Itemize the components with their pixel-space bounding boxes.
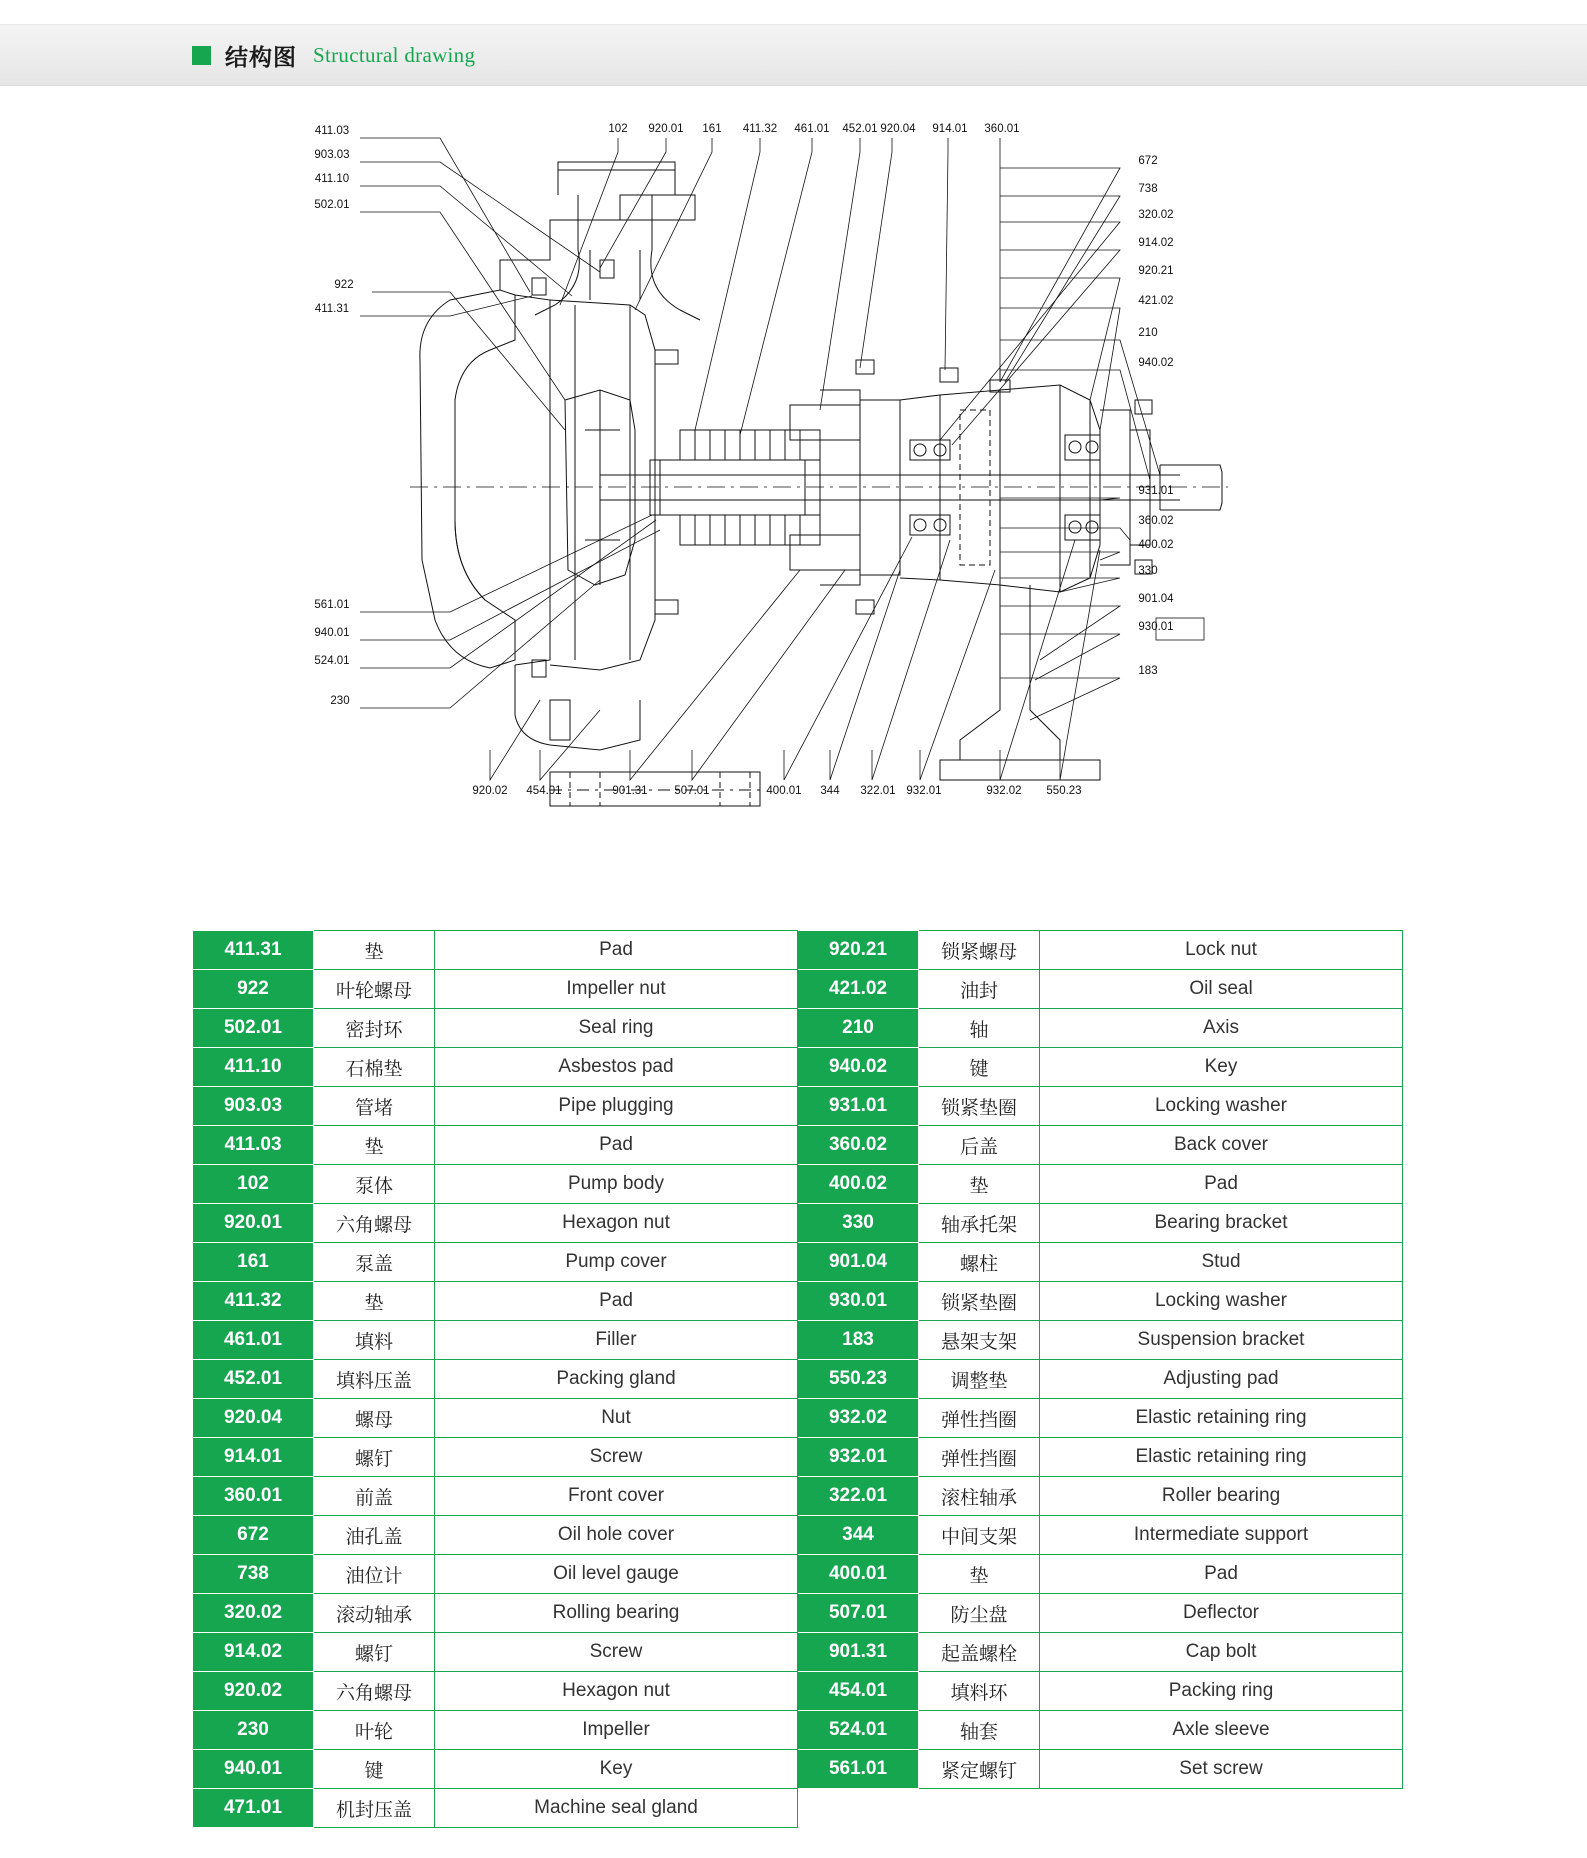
part-name-en: Asbestos pad (435, 1048, 798, 1087)
svg-text:452.01: 452.01 (842, 123, 878, 135)
part-name-en: Oil seal (1040, 970, 1403, 1009)
part-name-cn: 后盖 (919, 1126, 1040, 1165)
part-name-cn: 垫 (919, 1165, 1040, 1204)
part-name-cn: 垫 (314, 931, 435, 970)
part-name-cn: 锁紧垫圈 (919, 1087, 1040, 1126)
table-row (193, 1711, 1403, 1750)
part-name-en: Oil hole cover (435, 1516, 798, 1555)
part-name-en: Back cover (1040, 1126, 1403, 1165)
part-name-en: Bearing bracket (1040, 1204, 1403, 1243)
svg-text:421.02: 421.02 (1138, 295, 1174, 307)
svg-text:920.01: 920.01 (648, 123, 684, 135)
part-name-en: Key (435, 1750, 798, 1789)
part-name-en: Lock nut (1040, 931, 1403, 970)
svg-text:461.01: 461.01 (794, 123, 830, 135)
table-row (193, 1399, 1403, 1438)
svg-text:901.31: 901.31 (612, 785, 648, 797)
svg-text:411.32: 411.32 (742, 123, 778, 135)
svg-text:344: 344 (820, 785, 840, 797)
svg-text:940.02: 940.02 (1138, 357, 1174, 369)
svg-text:930.01: 930.01 (1138, 621, 1174, 633)
svg-text:524.01: 524.01 (314, 655, 350, 667)
part-name-cn: 滚柱轴承 (919, 1477, 1040, 1516)
part-code: 230 (193, 1711, 314, 1750)
part-code: 411.32 (193, 1282, 314, 1321)
part-name-en: Packing gland (435, 1360, 798, 1399)
part-name-cn: 弹性挡圈 (919, 1399, 1040, 1438)
part-code: 901.31 (798, 1633, 919, 1672)
part-name-en: Suspension bracket (1040, 1321, 1403, 1360)
svg-text:210: 210 (1138, 327, 1158, 339)
part-name-cn: 机封压盖 (314, 1789, 435, 1828)
parts-table-body (193, 931, 1403, 1828)
table-row (193, 1321, 1403, 1360)
part-name-en: Front cover (435, 1477, 798, 1516)
part-name-en: Elastic retaining ring (1040, 1399, 1403, 1438)
svg-text:411.10: 411.10 (314, 173, 350, 185)
part-code: 210 (798, 1009, 919, 1048)
svg-text:161: 161 (702, 123, 722, 135)
part-code: 550.23 (798, 1360, 919, 1399)
svg-text:931.01: 931.01 (1138, 485, 1174, 497)
svg-text:507.01: 507.01 (674, 785, 710, 797)
part-name-cn: 键 (314, 1750, 435, 1789)
part-name-en: Impeller (435, 1711, 798, 1750)
part-name-en: Intermediate support (1040, 1516, 1403, 1555)
part-name-cn: 填料 (314, 1321, 435, 1360)
part-code: 411.10 (193, 1048, 314, 1087)
svg-text:914.02: 914.02 (1138, 237, 1174, 249)
part-code: 183 (798, 1321, 919, 1360)
parts-table (192, 930, 1403, 1828)
part-code: 161 (193, 1243, 314, 1282)
part-name-en: Nut (435, 1399, 798, 1438)
part-name-en: Seal ring (435, 1009, 798, 1048)
part-name-cn: 锁紧垫圈 (919, 1282, 1040, 1321)
part-code: 738 (193, 1555, 314, 1594)
table-row (193, 1009, 1403, 1048)
part-code: 344 (798, 1516, 919, 1555)
part-code: 932.02 (798, 1399, 919, 1438)
svg-text:454.01: 454.01 (526, 785, 562, 797)
part-code: 922 (193, 970, 314, 1009)
part-name-cn: 垫 (919, 1555, 1040, 1594)
part-code: 360.02 (798, 1126, 919, 1165)
svg-text:932.02: 932.02 (986, 785, 1022, 797)
part-name-cn: 中间支架 (919, 1516, 1040, 1555)
svg-text:102: 102 (608, 123, 628, 135)
section-title-cn: 结构图 (225, 44, 297, 71)
part-name-cn: 垫 (314, 1126, 435, 1165)
part-name-cn: 调整垫 (919, 1360, 1040, 1399)
part-name-en: Screw (435, 1633, 798, 1672)
svg-text:561.01: 561.01 (314, 599, 350, 611)
table-row (193, 1360, 1403, 1399)
part-name-cn: 轴套 (919, 1711, 1040, 1750)
part-name-en: Oil level gauge (435, 1555, 798, 1594)
part-code: 411.03 (193, 1126, 314, 1165)
table-row (193, 1204, 1403, 1243)
svg-text:940.01: 940.01 (314, 627, 350, 639)
part-name-en: Adjusting pad (1040, 1360, 1403, 1399)
part-name-en: Impeller nut (435, 970, 798, 1009)
svg-text:360.01: 360.01 (984, 123, 1020, 135)
part-name-cn: 前盖 (314, 1477, 435, 1516)
part-code: 411.31 (193, 931, 314, 970)
svg-text:322.01: 322.01 (860, 785, 896, 797)
part-name-cn: 螺柱 (919, 1243, 1040, 1282)
part-code: 940.02 (798, 1048, 919, 1087)
part-name-cn: 泵盖 (314, 1243, 435, 1282)
part-name-cn: 六角螺母 (314, 1204, 435, 1243)
part-name-en: Packing ring (1040, 1672, 1403, 1711)
part-name-en: Pad (435, 1126, 798, 1165)
table-row (193, 1477, 1403, 1516)
empty-cell (919, 1789, 1040, 1828)
part-code: 471.01 (193, 1789, 314, 1828)
part-code: 502.01 (193, 1009, 314, 1048)
table-row (193, 1243, 1403, 1282)
svg-text:400.02: 400.02 (1138, 539, 1174, 551)
part-name-en: Pump body (435, 1165, 798, 1204)
table-row (193, 1048, 1403, 1087)
svg-text:411.03: 411.03 (314, 125, 350, 137)
part-code: 901.04 (798, 1243, 919, 1282)
table-row (193, 1087, 1403, 1126)
part-code: 920.01 (193, 1204, 314, 1243)
part-code: 914.01 (193, 1438, 314, 1477)
part-name-cn: 起盖螺栓 (919, 1633, 1040, 1672)
part-name-en: Rolling bearing (435, 1594, 798, 1633)
part-name-en: Axle sleeve (1040, 1711, 1403, 1750)
table-row (193, 1789, 1403, 1828)
part-name-en: Deflector (1040, 1594, 1403, 1633)
structural-drawing (300, 100, 1230, 900)
part-name-en: Pump cover (435, 1243, 798, 1282)
part-code: 400.01 (798, 1555, 919, 1594)
empty-cell (798, 1789, 919, 1828)
svg-text:920.02: 920.02 (472, 785, 508, 797)
part-code: 461.01 (193, 1321, 314, 1360)
part-name-cn: 螺母 (314, 1399, 435, 1438)
part-name-cn: 螺钉 (314, 1633, 435, 1672)
part-code: 920.21 (798, 931, 919, 970)
green-square-icon (192, 46, 211, 65)
part-name-cn: 填料压盖 (314, 1360, 435, 1399)
part-code: 524.01 (798, 1711, 919, 1750)
empty-cell (1040, 1789, 1403, 1828)
part-name-en: Pad (435, 931, 798, 970)
part-name-cn: 键 (919, 1048, 1040, 1087)
part-name-cn: 油孔盖 (314, 1516, 435, 1555)
svg-text:922: 922 (334, 279, 354, 291)
table-row (193, 1672, 1403, 1711)
svg-text:920.21: 920.21 (1138, 265, 1174, 277)
part-name-en: Pad (1040, 1555, 1403, 1594)
part-code: 672 (193, 1516, 314, 1555)
part-name-cn: 弹性挡圈 (919, 1438, 1040, 1477)
svg-text:400.01: 400.01 (766, 785, 802, 797)
part-code: 330 (798, 1204, 919, 1243)
table-row (193, 1126, 1403, 1165)
table-row (193, 1633, 1403, 1672)
part-name-en: Axis (1040, 1009, 1403, 1048)
section-header (0, 24, 1587, 86)
part-code: 561.01 (798, 1750, 919, 1789)
svg-text:411.31: 411.31 (314, 303, 350, 315)
part-code: 940.01 (193, 1750, 314, 1789)
table-row (193, 970, 1403, 1009)
table-row (193, 1594, 1403, 1633)
part-name-en: Filler (435, 1321, 798, 1360)
part-name-en: Hexagon nut (435, 1672, 798, 1711)
part-name-cn: 油封 (919, 970, 1040, 1009)
part-code: 920.02 (193, 1672, 314, 1711)
part-name-cn: 轴承托架 (919, 1204, 1040, 1243)
svg-text:903.03: 903.03 (314, 149, 350, 161)
part-name-en: Machine seal gland (435, 1789, 798, 1828)
part-code: 102 (193, 1165, 314, 1204)
part-name-en: Pad (435, 1282, 798, 1321)
svg-text:320.02: 320.02 (1138, 209, 1174, 221)
part-name-en: Screw (435, 1438, 798, 1477)
part-name-cn: 泵体 (314, 1165, 435, 1204)
table-row (193, 931, 1403, 970)
part-name-cn: 螺钉 (314, 1438, 435, 1477)
svg-text:230: 230 (330, 695, 350, 707)
part-name-en: Pad (1040, 1165, 1403, 1204)
part-name-cn: 管堵 (314, 1087, 435, 1126)
part-code: 454.01 (798, 1672, 919, 1711)
svg-text:550.23: 550.23 (1046, 785, 1082, 797)
part-name-cn: 悬架支架 (919, 1321, 1040, 1360)
table-row (193, 1165, 1403, 1204)
svg-text:330: 330 (1138, 565, 1158, 577)
part-code: 360.01 (193, 1477, 314, 1516)
part-code: 400.02 (798, 1165, 919, 1204)
part-code: 320.02 (193, 1594, 314, 1633)
svg-text:914.01: 914.01 (932, 123, 968, 135)
part-name-en: Hexagon nut (435, 1204, 798, 1243)
part-name-en: Set screw (1040, 1750, 1403, 1789)
part-name-cn: 垫 (314, 1282, 435, 1321)
part-name-cn: 填料环 (919, 1672, 1040, 1711)
table-row (193, 1282, 1403, 1321)
table-row (193, 1750, 1403, 1789)
part-name-cn: 轴 (919, 1009, 1040, 1048)
part-name-en: Stud (1040, 1243, 1403, 1282)
part-name-cn: 锁紧螺母 (919, 931, 1040, 970)
part-name-en: Elastic retaining ring (1040, 1438, 1403, 1477)
part-name-cn: 滚动轴承 (314, 1594, 435, 1633)
part-code: 914.02 (193, 1633, 314, 1672)
svg-text:901.04: 901.04 (1138, 593, 1174, 605)
svg-text:502.01: 502.01 (314, 199, 350, 211)
part-name-en: Roller bearing (1040, 1477, 1403, 1516)
part-code: 930.01 (798, 1282, 919, 1321)
part-code: 507.01 (798, 1594, 919, 1633)
svg-text:360.02: 360.02 (1138, 515, 1174, 527)
part-name-cn: 叶轮螺母 (314, 970, 435, 1009)
part-name-cn: 石棉垫 (314, 1048, 435, 1087)
part-code: 322.01 (798, 1477, 919, 1516)
svg-text:920.04: 920.04 (880, 123, 916, 135)
part-code: 931.01 (798, 1087, 919, 1126)
part-name-en: Cap bolt (1040, 1633, 1403, 1672)
part-name-cn: 紧定螺钉 (919, 1750, 1040, 1789)
part-name-en: Pipe plugging (435, 1087, 798, 1126)
part-code: 920.04 (193, 1399, 314, 1438)
part-name-cn: 密封环 (314, 1009, 435, 1048)
part-name-cn: 叶轮 (314, 1711, 435, 1750)
part-name-en: Locking washer (1040, 1087, 1403, 1126)
part-name-cn: 防尘盘 (919, 1594, 1040, 1633)
table-row (193, 1438, 1403, 1477)
section-header-inner (192, 25, 475, 85)
part-name-en: Key (1040, 1048, 1403, 1087)
table-row (193, 1516, 1403, 1555)
svg-text:738: 738 (1138, 183, 1158, 195)
part-code: 903.03 (193, 1087, 314, 1126)
part-name-cn: 油位计 (314, 1555, 435, 1594)
svg-text:672: 672 (1138, 155, 1158, 167)
svg-text:183: 183 (1138, 665, 1158, 677)
part-name-en: Locking washer (1040, 1282, 1403, 1321)
part-code: 421.02 (798, 970, 919, 1009)
table-row (193, 1555, 1403, 1594)
part-code: 932.01 (798, 1438, 919, 1477)
part-name-cn: 六角螺母 (314, 1672, 435, 1711)
svg-text:932.01: 932.01 (906, 785, 942, 797)
part-code: 452.01 (193, 1360, 314, 1399)
section-title-en: Structural drawing (313, 42, 476, 67)
